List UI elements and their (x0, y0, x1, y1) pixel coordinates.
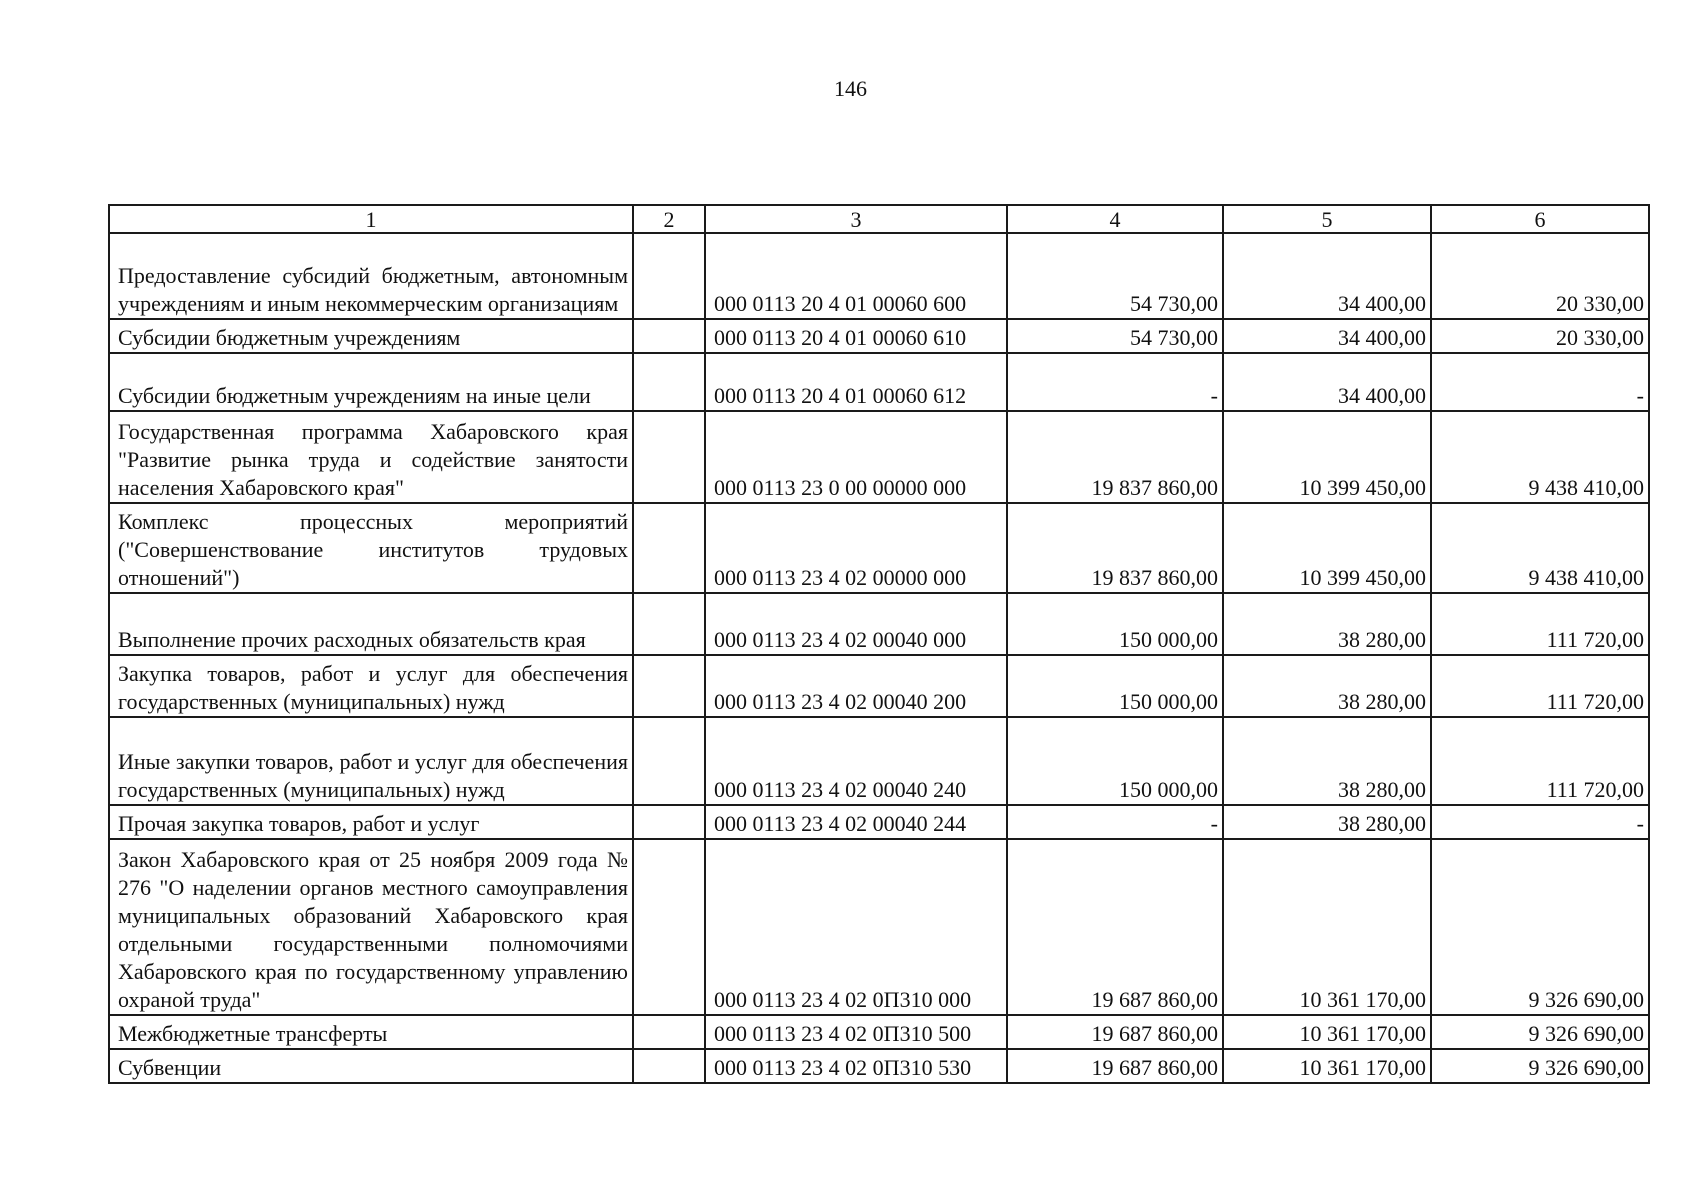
row-value-col5: 34 400,00 (1223, 233, 1431, 319)
row-value-col4: 19 687 860,00 (1007, 1049, 1223, 1083)
row-col2 (633, 233, 705, 319)
row-name: Предоставление субсидий бюджетным, автономным учреждениям и иным некоммерческим организациям (109, 233, 633, 319)
header-col-5: 5 (1223, 205, 1431, 233)
row-value-col5: 10 361 170,00 (1223, 1015, 1431, 1049)
row-value-col6: 20 330,00 (1431, 319, 1649, 353)
row-value-col4: 150 000,00 (1007, 717, 1223, 805)
row-value-col6: 111 720,00 (1431, 593, 1649, 655)
row-col2 (633, 717, 705, 805)
row-value-col6: 111 720,00 (1431, 717, 1649, 805)
row-code: 000 0113 20 4 01 00060 600 (705, 233, 1007, 319)
row-col2 (633, 1015, 705, 1049)
row-code: 000 0113 23 0 00 00000 000 (705, 411, 1007, 503)
row-col2 (633, 655, 705, 717)
row-value-col4: - (1007, 353, 1223, 411)
row-value-col4: - (1007, 805, 1223, 839)
row-value-col6: 9 438 410,00 (1431, 503, 1649, 593)
row-col2 (633, 805, 705, 839)
header-col-2: 2 (633, 205, 705, 233)
row-code: 000 0113 23 4 02 00040 200 (705, 655, 1007, 717)
row-name: Выполнение прочих расходных обязательств края (109, 593, 633, 655)
row-value-col4: 19 687 860,00 (1007, 839, 1223, 1015)
row-value-col5: 10 399 450,00 (1223, 503, 1431, 593)
row-value-col5: 34 400,00 (1223, 353, 1431, 411)
row-value-col6: 20 330,00 (1431, 233, 1649, 319)
table-row (109, 411, 1649, 503)
row-col2 (633, 1049, 705, 1083)
row-col2 (633, 839, 705, 1015)
row-col2 (633, 319, 705, 353)
row-value-col6: - (1431, 353, 1649, 411)
row-code: 000 0113 23 4 02 0П310 500 (705, 1015, 1007, 1049)
table-row (109, 319, 1649, 353)
row-value-col6: 9 438 410,00 (1431, 411, 1649, 503)
table-row (109, 233, 1649, 319)
row-col2 (633, 593, 705, 655)
row-name: Государственная программа Хабаровского края "Развитие рынка труда и содействие занятости населения Хабаровского края" (109, 411, 633, 503)
row-value-col5: 10 361 170,00 (1223, 1049, 1431, 1083)
table-row (109, 353, 1649, 411)
row-name: Закупка товаров, работ и услуг для обеспечения государственных (муниципальных) нужд (109, 655, 633, 717)
row-value-col4: 19 687 860,00 (1007, 1015, 1223, 1049)
header-col-6: 6 (1431, 205, 1649, 233)
row-value-col6: 111 720,00 (1431, 655, 1649, 717)
header-row (109, 205, 1649, 233)
row-code: 000 0113 23 4 02 0П310 530 (705, 1049, 1007, 1083)
row-name: Прочая закупка товаров, работ и услуг (109, 805, 633, 839)
row-value-col5: 38 280,00 (1223, 717, 1431, 805)
page-number: 146 (834, 76, 867, 101)
budget-table (108, 204, 1650, 1084)
row-name: Субсидии бюджетным учреждениям (109, 319, 633, 353)
row-code: 000 0113 23 4 02 00040 240 (705, 717, 1007, 805)
table-row (109, 655, 1649, 717)
row-value-col5: 10 399 450,00 (1223, 411, 1431, 503)
table-row (109, 805, 1649, 839)
row-value-col5: 38 280,00 (1223, 805, 1431, 839)
row-name: Закон Хабаровского края от 25 ноября 2009 года № 276 "О наделении органов местного самоуправления муниципальных образований Хабаровского края отдельными государственными полномочиями Хабаровского края по государственному управлению охраной труда" (109, 839, 633, 1015)
row-value-col4: 150 000,00 (1007, 593, 1223, 655)
row-name: Межбюджетные трансферты (109, 1015, 633, 1049)
table-row (109, 593, 1649, 655)
header-col-1: 1 (109, 205, 633, 233)
row-value-col5: 10 361 170,00 (1223, 839, 1431, 1015)
row-value-col5: 38 280,00 (1223, 593, 1431, 655)
row-value-col4: 54 730,00 (1007, 233, 1223, 319)
row-code: 000 0113 23 4 02 00040 244 (705, 805, 1007, 839)
row-name: Субсидии бюджетным учреждениям на иные цели (109, 353, 633, 411)
row-value-col4: 19 837 860,00 (1007, 503, 1223, 593)
table-row (109, 1015, 1649, 1049)
row-value-col5: 34 400,00 (1223, 319, 1431, 353)
row-value-col6: 9 326 690,00 (1431, 1015, 1649, 1049)
row-name: Иные закупки товаров, работ и услуг для обеспечения государственных (муниципальных) нужд (109, 717, 633, 805)
row-value-col6: 9 326 690,00 (1431, 1049, 1649, 1083)
table-row (109, 503, 1649, 593)
row-value-col6: - (1431, 805, 1649, 839)
row-col2 (633, 503, 705, 593)
row-value-col4: 150 000,00 (1007, 655, 1223, 717)
row-value-col5: 38 280,00 (1223, 655, 1431, 717)
row-code: 000 0113 23 4 02 0П310 000 (705, 839, 1007, 1015)
row-value-col4: 54 730,00 (1007, 319, 1223, 353)
row-code: 000 0113 23 4 02 00000 000 (705, 503, 1007, 593)
row-name: Комплекс процессных мероприятий ("Совершенствование институтов трудовых отношений") (109, 503, 633, 593)
row-col2 (633, 411, 705, 503)
header-col-3: 3 (705, 205, 1007, 233)
row-value-col4: 19 837 860,00 (1007, 411, 1223, 503)
row-col2 (633, 353, 705, 411)
row-code: 000 0113 20 4 01 00060 610 (705, 319, 1007, 353)
row-name: Субвенции (109, 1049, 633, 1083)
table-row (109, 1049, 1649, 1083)
row-code: 000 0113 23 4 02 00040 000 (705, 593, 1007, 655)
header-col-4: 4 (1007, 205, 1223, 233)
row-code: 000 0113 20 4 01 00060 612 (705, 353, 1007, 411)
row-value-col6: 9 326 690,00 (1431, 839, 1649, 1015)
table-row (109, 839, 1649, 1015)
table-row (109, 717, 1649, 805)
